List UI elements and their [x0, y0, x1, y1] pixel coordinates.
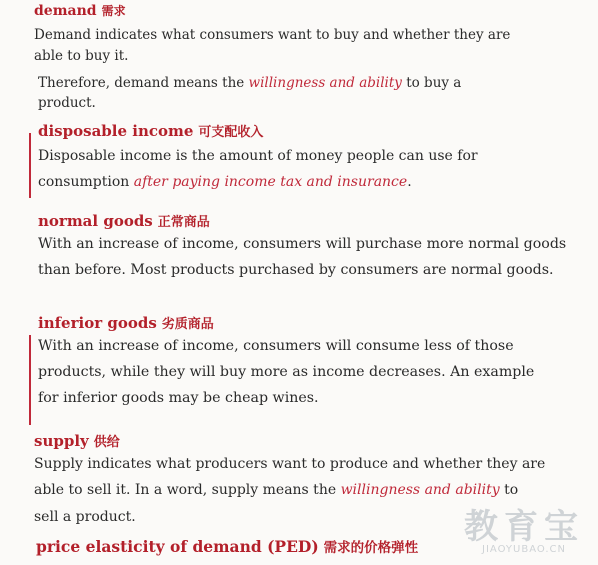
- definition-line: [38, 174, 412, 190]
- definition-text: able to buy it.: [34, 47, 129, 64]
- definition-line: [38, 262, 554, 278]
- definition-line: [38, 338, 514, 354]
- watermark-logo: [464, 499, 584, 555]
- entry-heading: [38, 121, 263, 140]
- definition-line: [34, 456, 545, 472]
- definition-text: than before. Most products purchased by consumers are normal goods.: [38, 261, 554, 278]
- term-title: inferior goods: [38, 314, 157, 332]
- highlighted-phrase: willingness and ability: [248, 74, 402, 91]
- definition-text: products, while they will buy more as income decreases. An example: [38, 363, 535, 380]
- definition-line: [34, 509, 136, 525]
- definition-line: [38, 95, 96, 111]
- entry-heading: [38, 313, 214, 332]
- definition-text: Therefore, demand means the: [38, 74, 249, 91]
- term-chinese: 需求: [101, 4, 126, 18]
- term-chinese: 正常商品: [157, 215, 210, 230]
- term-title: supply: [34, 432, 89, 450]
- definition-text: to: [499, 482, 519, 498]
- entry-heading: [36, 536, 418, 556]
- margin-rule: [29, 133, 31, 198]
- definition-text: to buy a: [401, 74, 462, 91]
- definition-text: .: [407, 174, 412, 190]
- highlighted-phrase: willingness and ability: [340, 482, 500, 498]
- definition-text: consumption: [38, 174, 134, 190]
- term-chinese: 供给: [93, 435, 120, 450]
- definition-line: [38, 148, 478, 164]
- term-chinese: 需求的价格弹性: [323, 539, 419, 556]
- entry-heading: [38, 211, 210, 230]
- definition-text: able to sell it. In a word, supply means the: [34, 482, 341, 498]
- definition-line: [38, 236, 566, 252]
- term-title: disposable income: [38, 122, 194, 140]
- definition-text: Disposable income is the amount of money people can use for: [38, 148, 478, 164]
- definition-text: Demand indicates what consumers want to buy and whether they are: [34, 26, 511, 43]
- definition-text: product.: [38, 94, 96, 111]
- term-chinese: 可支配收入: [198, 125, 264, 140]
- margin-rule: [29, 335, 31, 425]
- definition-line: [34, 482, 518, 498]
- watermark-url: JIAOYUBAO.CN: [482, 544, 566, 555]
- definition-line: [38, 364, 534, 380]
- definition-text: Supply indicates what producers want to produce and whether they are: [34, 456, 546, 472]
- definition-line: [38, 390, 319, 406]
- watermark-logo-text: 教育宝: [464, 507, 584, 547]
- term-title: demand: [34, 3, 97, 19]
- definition-text: With an increase of income, consumers will purchase more normal goods: [38, 235, 567, 252]
- term-title: price elasticity of demand (PED): [36, 536, 319, 556]
- definition-line: [38, 75, 461, 91]
- definition-text: With an increase of income, consumers will consume less of those: [38, 337, 514, 354]
- definition-line: [34, 48, 128, 64]
- definition-line: [34, 27, 510, 43]
- term-title: normal goods: [38, 212, 153, 230]
- definition-text: sell a product.: [34, 509, 136, 525]
- highlighted-phrase: after paying income tax and insurance: [133, 174, 408, 190]
- term-chinese: 劣质商品: [161, 317, 214, 332]
- entry-heading: [34, 431, 120, 450]
- entry-heading: [34, 2, 126, 19]
- definition-text: for inferior goods may be cheap wines.: [38, 389, 319, 406]
